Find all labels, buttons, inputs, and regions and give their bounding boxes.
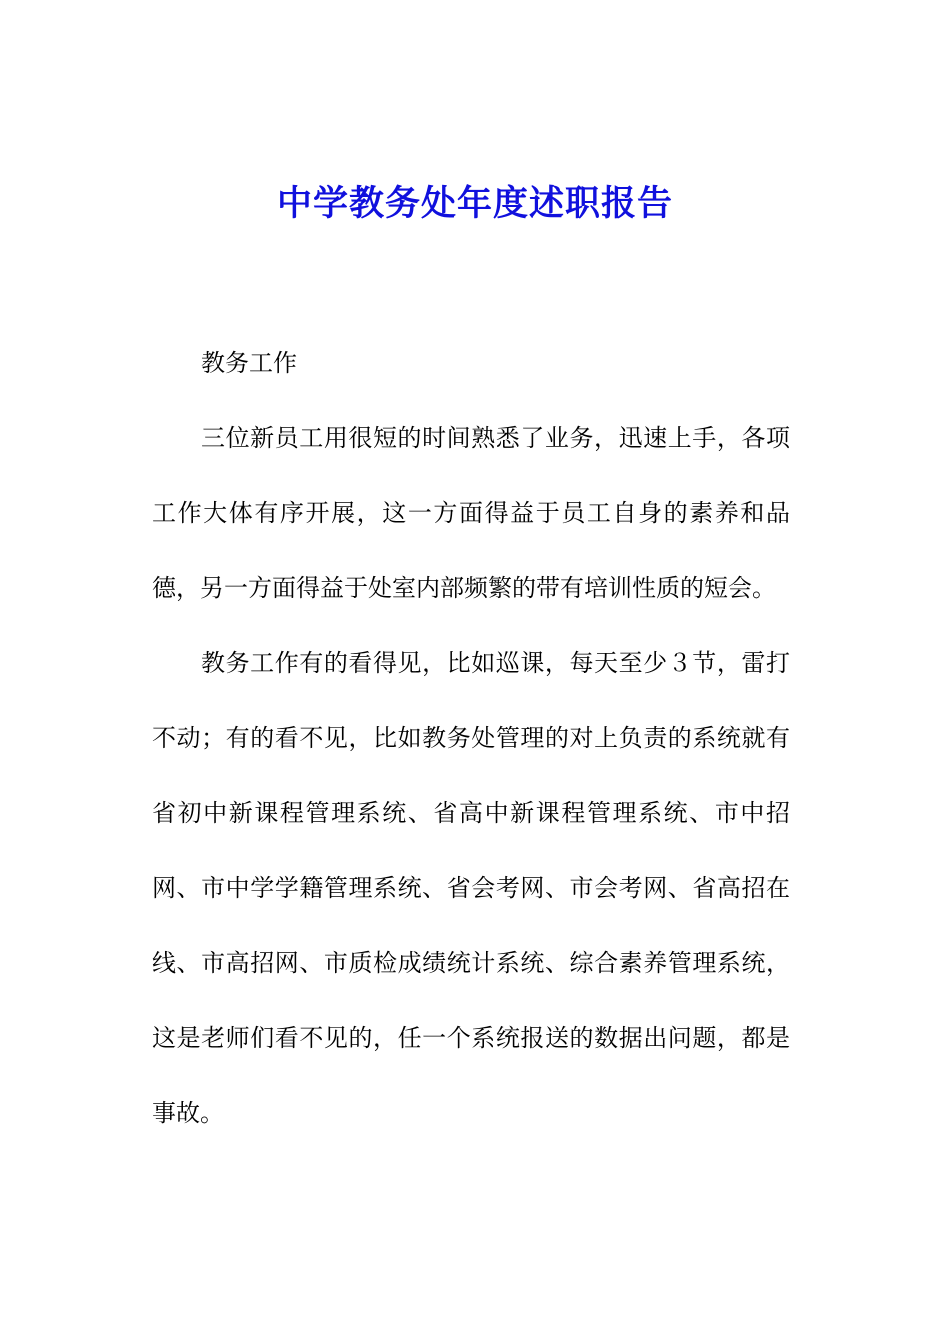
document-body (152, 326, 790, 1151)
section-heading: 教务工作 (201, 349, 297, 377)
paragraph-2: 教务工作有的看得见，比如巡课，每天至少３节，雷打不动；有的看不见，比如教务处管理的对上负责的系统就有省初中新课程管理系统、省高中新课程管理系统、市中招网、市中学学籍管理系统、省会考网、市会考网、省高招在线、市高招网、市质检成绩统计系统、综合素养管理系统，这是老师们看不见的，任一个系统报送的数据出问题，都是事故。 (152, 649, 790, 1127)
page-title: 中学教务处年度述职报告 (276, 183, 673, 224)
paragraph-1: 三位新员工用很短的时间熟悉了业务，迅速上手，各项工作大体有序开展，这一方面得益于员工自身的素养和品德，另一方面得益于处室内部频繁的带有培训性质的短会。 (152, 424, 790, 602)
